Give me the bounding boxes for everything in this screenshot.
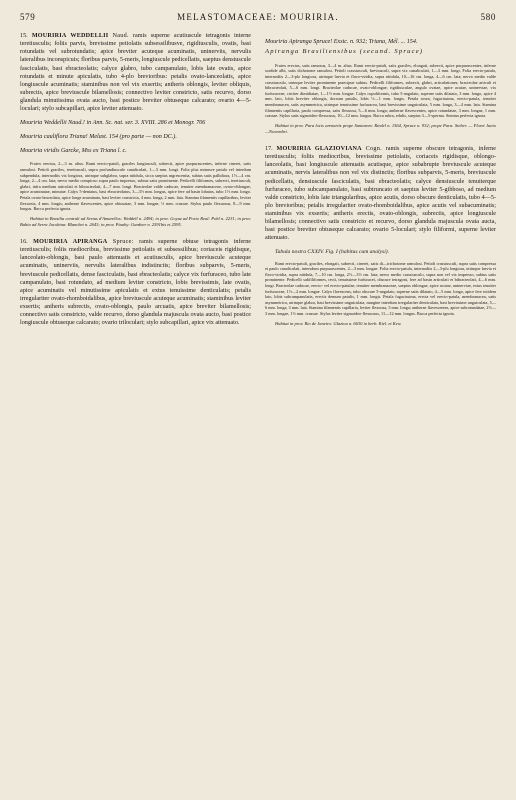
species-16-synonym-1: Mouriria Apiranga Spruce! Exsic. n. 932; Triana, Mél. ... 154. bbox=[265, 39, 418, 45]
species-15-habitat: Habitat in Brasilia centrali ad Sertas d'Amarellos: Weddell n. 2494; in prov. Goyaz ad Porto Real: Pohl n. 2231; in prov. Bahia ad Serra Jacobina: Blanchet n. 2643; in prov. Piauhy: Gardner n. 2591bis et 2595. bbox=[20, 215, 251, 227]
species-15-diagnosis bbox=[20, 32, 251, 113]
species-15-text: ramis superne acutiuscule tetragonis interne teretiusculis; foliis parvis, brevissime petiolatis subsessilibusve, rigidiusculis, ovatis, basi rotundatis vel subrotundatis; apice breviter acuteque acuminatis, uninerviis, nervulis lateralibus inconspicuis; floribus parvis, 5-meris, longiuscule pedicellatis, saepius densiuscule fasciculatis, basi ebracteolatis; calyce glabro, tubo campanulato, lobis late ovatis, apice rotundatis et minute apiculatis, tubo 4-plo brevioribus: petalis ovato-lanceolatis, apice longiuscule acuminatis; staminibus non vel vix exsertis; antheris oblongis, leviter obliquis, subrectis, apice breviuscule bilamellosis; connectivo leviter constricto, satis recurvo, dorso glandula minutissima ovata aucto, basi postice breviter obtuseque calcarato; ovario 4—5-loculari; stylo subcapillari, apice leviter attenuato. bbox=[20, 33, 252, 113]
species-17-description: Rami erecto-patuli, graciles, elongati, subrecti, cinerei, satis di—trichotome ramulosi. Petioli crassiusculi, supra satis compressa et paulo canaliculati, intersdum purpurascentes, 2—3 mm. longae. Folia erecto-patula, internodiis 2—3-plo longiora, utrinque laevia et flavo-viridia, supra nitidula, 7—10 cm. longa, 2½—3½ cm. lata; nervo medio crassiusculo, supra non vel vix impresso, subtus satis prominente. Pedicelli subfiliformes, recti, tenuissime furfuracei, obscure tetragoni, fere ad basin articulati et bibracteolati, 4—6 mm. longi. Bracteolae caducae, erecto- vel erecto-patulae, tenuiter membranaceae, saepius oblongae, apice acutae, uninerviae, extus tenuiter furfuraceae, 1½—2 mm. longae. Calyx flavescens, tubo obscure 5-angulato, superne satis dilatato, 4—5 mm. longo, apice fere totidem lato, lobis subcampanulatis, erectis demum patulis, 1 mm. longis. Petala fugacissima, erecta vel erecto-patula, membranacea, satis asymmetrica, utrinque glabra, basi brevissime unguiculata, margine interdum irregulariter denticulata, basi brevissime unguiculata, 5—6 mm. longa, 3 mm. lata. Stamina filamentis capillaria, leviter flexuosa, 5 mm. longa; antherae flavescentes, apice subrotundatae, 2½—3 mm. longae, 1½ mm. crassae. Stylus leviter sigmoideo-flexuosus, 11—12 mm. longus. Bacca perfecta ignota. bbox=[265, 260, 496, 317]
left-column bbox=[20, 32, 251, 327]
species-16-author: Spruce: bbox=[112, 239, 134, 246]
species-16-vernacular: Apiranga Brasiliensibus (secund. Spruce) bbox=[265, 48, 424, 56]
species-15-description: Frutex erectus, 2—3 m. altus. Rami erecto-patuli, graciles longiusculi, subrecti, apice purpurascentes, inferne cinerei, satis ramulosi. Petioli graciles, teretiusculi, supra profundiuscule canaliculati, 1—3 mm. longi. Folia plus minusve patula vel interdum subpendula, internodiis vix longiora, utrinque subglabra, supra nitidula, sicca saepius nigrescentia, subtus satis pallidiora, 1½—4 cm. longa, 2—4 cm. lata; nervo medio conspicuo supra paulo impresso, subtus satis prominente. Pedicelli filiformes, subrecti, teretiusculi, glabri, infra medium articulati et bibracteolati, 4—7 mm. longi. Bracteolae valde caducae, tenuiter membranaceae, ovato-oblongae, apice acuminatae, minutae. Calyx 5-dentatus, basi ebracteolatus, 3—3½ mm. longus, apice fere ad basin lobatus, tubo 1½ mm. longo. Petala ovato-lanceolata, apice longe acuminata, basi leviter constricta, 4 mm. longa, 2 mm. lata. Stamina filamentis capillaribus, leviter flexuosis, 4 mm. longis; antherae flavescentes, apice obtusatae, 3 mm. longae, ½ mm. crassae. Stylus paulo flexuosus, 8—9 mm. longus. Bacca perfecta ignota. bbox=[20, 161, 251, 212]
page-number-left: 579 bbox=[20, 12, 36, 22]
species-17-name: MOURIRIA GLAZIOVIANA bbox=[276, 146, 362, 153]
species-16-diagnosis bbox=[20, 238, 251, 327]
species-15-synonym-2: Mouriria cauliflora Triana! Melast. 154 (pro parte — non DC.). bbox=[20, 134, 177, 141]
species-17-number: 17. bbox=[265, 146, 273, 153]
columns bbox=[20, 32, 496, 327]
page-header bbox=[20, 12, 496, 26]
species-17-diagnosis bbox=[265, 145, 496, 243]
species-15-number: 15. bbox=[20, 33, 28, 39]
species-15-synonym-3: Mouriria viridis Garcke, Mss ex Triana l. c. bbox=[20, 148, 127, 155]
species-17-text: ramis superne obscure tetragonis, inferne teretiusculis; foliis mediocribus, brevissime petiolatis, coriaceis rigidisque, oblongo-lanceolatis, basi longiuscule attenuatis acutisque, apice subabrupte breviuscule acuteque acuminatis, nervis lateralibus non vel vix distinctis; floribus subparvis, 5-meris, breviuscule pedicellatis, densiuscule fasciculatis, basi ebracteolatis; calyce densiuscule tenuiterque furfuraceo, tubo subcampanulato, basi subtruncato et saepius leviter 5-gibboso, ad medium valde constricto, lobis late triangularibus, apice acutis, dorso obscure denticulatis, tubo 4—5-plo brevioribus; petalis irregulariter ovato-rhomboidalibus, apice acutis vel subacuminatis; staminibus vix exsertis; antheris erectis, ovato-oblongis, subrectis, apice longiuscule bilamellosis; connectivo satis constricto et recurvo, dorso glandula majuscula ovata aucta, basi postice breviter obtuseque calcarato; ovario 5-loculari; stylo filiformi, superne leviter attenuato. bbox=[265, 146, 496, 242]
species-17-author: Cogn. bbox=[365, 146, 382, 153]
species-17-plate-reference: Tabula nostra CXXIV. Fig. I (habitus cum analysi). bbox=[275, 248, 390, 255]
species-16-number: 16. bbox=[20, 239, 28, 246]
species-15-name: MOURIRIA WEDDELLII bbox=[31, 33, 109, 39]
page-title: MELASTOMACEAE: MOURIRIA. bbox=[177, 12, 339, 22]
species-15-synonym-1: Mouriria Weddellii Naud.! in Ann. Sc. nat. ser. 3. XVIII. 286 et Monogr. 706 bbox=[20, 120, 206, 127]
page-number-right: 580 bbox=[480, 12, 496, 22]
species-16-description: Frutex erectus, satis ramosus, 3—4 m. altus. Rami erecto-patuli, satis graciles, elongati, subrecti, apice purpurascentes, inferne sordide albi, satis dichotome ramulosi. Petioli crassiusculi, breviusculi, supra vix canaliculati, 1—3 mm. longi. Folia erecto-patula, internodiis 2—3-plo longiora, utrinque laevia et flavo-viridia, supra nitidula, 10—16 cm. longa, 4—6 cm. lata; nervo medio valde crassiusculo, utrinque leviter prominente praecipue subtus. Pedicelli filiformes, subrecti, glabri, articulationes; bracteolae articuli et bibracteolati, 5—6 mm. longi. Bracteolae caducae, ovato-oblongae, rigidiusculae, angulo ovatae, apice acutae, uninerviae, vix furfuraceae, circiter dimidiatae, 1—1½ mm. longae. Calyx cupuliformis, tubo 5-angulato, superne satis dilatato, 3 mm. longo, apice 4 mm. lato, lobis breviter oblongis, dorsum patulis, lobis ½—1 mm. longis. Petala rosea, fugacissima, erecto-patula, tenuiter membranacea, satis asymmetrica, utrinque tenuissime furfuracea, basi brevissime unguiculata, 5 mm. longa, 3—4 mm. lata. Stamina filamentis capillaria, paulo compressa, satis flexuosa, 5—6 mm. longa; antherae flavescentes, apice rotundatae, 3 mm. longae, 1 mm. crassae. Stylus satis sigmoideo-flexuosus, 10—12 mm. longus. Bacca rubra, edulis, saepius 3—5-sperma. Semina perfecta ignota. bbox=[265, 62, 496, 119]
species-15-author: Naud. bbox=[112, 33, 129, 39]
species-16-habitat: Habitat in prov. Para locis arenariis prope Santarem: Riedel n. 1564, Spruce n. 932; prope Para: Sieber. — Floret Junio—Novembri. bbox=[265, 122, 496, 134]
species-16-name: MOURIRIA APIRANGA bbox=[33, 239, 108, 246]
species-16-text: ramis superne obtuse tetragonis inferne teretiusculis; foliis mediocribus, brevissime petiolatis et subsessilibus; coriaceis rigidisque, lanceolato-oblongis, basi paulo attenuatis et acutiusculis, apice breviuscule acuteque acuminatis, uninerviis, nervulis lateralibus indistinctis; floribus subparvis, 5-meris, breviuscule pedicellatis, dense fasciculatis, basi ebracteolatis; calyce vix furfuraceo, tubo late campanulato, basi rotundato, ad medium leviter constricto, lobis brevissimis, late ovatis, apice acuminatis vel minutissime apiculatis et extus tenuissime denticulatis; petalis irregulariter ovato-rhomboidalibus, apice breviuscule acuteque acuminatis; staminibus leviter exsertis; antheris subrectis, ovato-oblongis, paulo arcuatis, apice breviter bilamellosis; connectivo satis constricto, valde recurvo, dorso glandula majuscula ovata aucto, basi postice longiuscule obtuseque calcarato; ovario triloculari; stylo subcapillari, apice vix attenuato. bbox=[20, 239, 252, 327]
right-column bbox=[265, 32, 496, 327]
species-17-habitat: Habitat in prov. Rio de Janeiro: Glaziou n. 6630 in herb. Kiel. et Kew. bbox=[275, 320, 402, 326]
